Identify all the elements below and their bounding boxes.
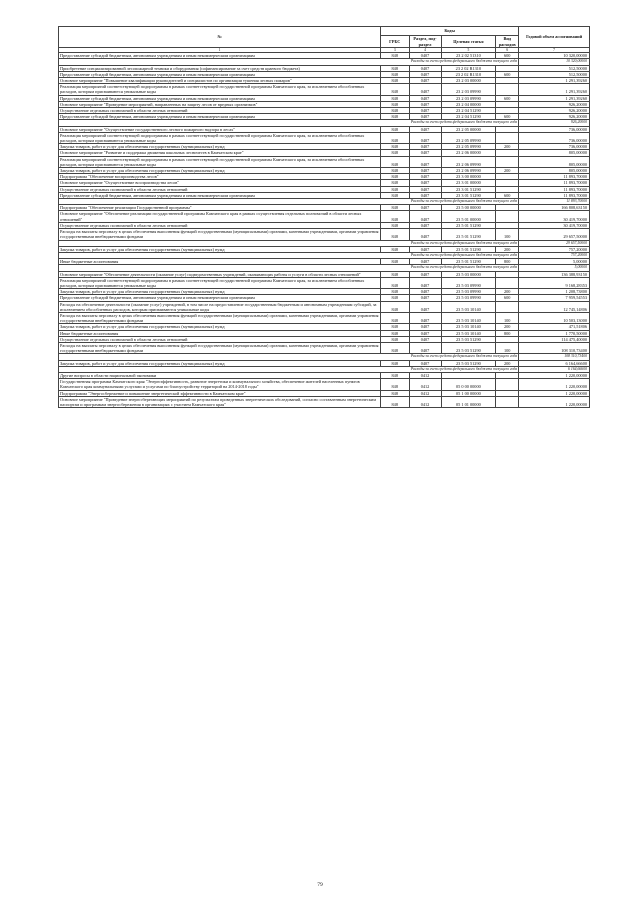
table-row bbox=[59, 301, 590, 312]
cell-section: 0407 bbox=[409, 144, 441, 150]
cell-target: 23 2 02 51310 bbox=[441, 53, 496, 59]
cell-section: 0407 bbox=[409, 65, 441, 71]
cell-exp-type: 200 bbox=[496, 289, 519, 295]
note-text: Расходы за счет средств федерального бюджета текущего года bbox=[59, 120, 519, 126]
index-cell: 1 bbox=[59, 48, 381, 53]
cell-name: Закупка товаров, работ и услуг для обеспечения государственных (муниципальных) нужд bbox=[59, 324, 381, 330]
header-sum: Годовой объем ассигнований bbox=[519, 27, 590, 48]
cell-grbs: 848 bbox=[381, 126, 410, 132]
cell-name: Приобретение специализированной лесопожарной техники и оборудования (софинансирование за счет средств краевого бюджета) bbox=[59, 65, 381, 71]
cell-name: Реализация мероприятий соответствующей подпрограммы в рамках соответствующей государственной программы Камчатского края, за исключением обособленных расходов, которым присваиваются уникальные коды bbox=[59, 84, 381, 95]
cell-grbs: 848 bbox=[381, 271, 410, 277]
header-grbs: ГРБС bbox=[381, 36, 410, 48]
cell-section: 0407 bbox=[409, 324, 441, 330]
cell-target: 23 5 03 10140 bbox=[441, 324, 496, 330]
table-row bbox=[59, 342, 590, 353]
cell-target: 23 5 01 51290 bbox=[441, 229, 496, 240]
table-row bbox=[59, 156, 590, 167]
cell-target: 23 5 01 00000 bbox=[441, 211, 496, 222]
budget-table-page bbox=[58, 26, 590, 408]
cell-exp-type: 600 bbox=[496, 95, 519, 101]
table-row bbox=[59, 211, 590, 222]
cell-target: 23 3 01 00000 bbox=[441, 180, 496, 186]
cell-section: 0407 bbox=[409, 295, 441, 301]
cell-exp-type: 200 bbox=[496, 168, 519, 174]
cell-grbs: 848 bbox=[381, 84, 410, 95]
cell-grbs: 848 bbox=[381, 289, 410, 295]
cell-name: Закупка товаров, работ и услуг для обеспечения государственных (муниципальных) нужд bbox=[59, 168, 381, 174]
table-body bbox=[59, 53, 590, 408]
cell-target: 23 5 00 00000 bbox=[441, 205, 496, 211]
cell-sum: 805,00000 bbox=[519, 168, 590, 174]
cell-section: 0407 bbox=[409, 156, 441, 167]
cell-grbs: 848 bbox=[381, 222, 410, 228]
cell-section: 0407 bbox=[409, 205, 441, 211]
index-cell: 7 bbox=[519, 48, 590, 53]
cell-sum: 30 419,70000 bbox=[519, 211, 590, 222]
cell-sum: 11 893,70000 bbox=[519, 186, 590, 192]
cell-grbs: 848 bbox=[381, 174, 410, 180]
cell-sum: 926,20000 bbox=[519, 108, 590, 114]
cell-section: 0407 bbox=[409, 84, 441, 95]
note-sum: 757,20000 bbox=[519, 252, 590, 258]
cell-name: Предоставление субсидий бюджетным, автономным учреждениям и иным некоммерческим организациям bbox=[59, 71, 381, 77]
cell-sum: 30 419,70000 bbox=[519, 222, 590, 228]
cell-sum: 136 388,93150 bbox=[519, 271, 590, 277]
cell-grbs: 848 bbox=[381, 65, 410, 71]
cell-name: Осуществление отдельных полномочий в области лесных отношений bbox=[59, 336, 381, 342]
cell-target: 23 5 03 09990 bbox=[441, 277, 496, 288]
cell-sum: 11 893,70000 bbox=[519, 180, 590, 186]
cell-target: 23 5 03 51290 bbox=[441, 360, 496, 366]
cell-grbs: 848 bbox=[381, 336, 410, 342]
cell-name: Основное мероприятие "Развитие и поддержка движения школьных лесничеств в Камчатском крае" bbox=[59, 150, 381, 156]
cell-exp-type: 100 bbox=[496, 312, 519, 323]
cell-section: 0407 bbox=[409, 108, 441, 114]
cell-target: 05 1 00 00000 bbox=[441, 390, 496, 396]
cell-sum: 1 208,73800 bbox=[519, 289, 590, 295]
cell-grbs: 848 bbox=[381, 101, 410, 107]
cell-name: Другие вопросы в области национальной экономики bbox=[59, 372, 381, 378]
cell-exp-type: 600 bbox=[496, 53, 519, 59]
cell-name: Предоставление субсидий бюджетным, автономным учреждениям и иным некоммерческим организациям bbox=[59, 192, 381, 198]
cell-name: Закупка товаров, работ и услуг для обеспечения государственных (муниципальных) нужд bbox=[59, 246, 381, 252]
table-row bbox=[59, 84, 590, 95]
cell-target: 23 5 03 51290 bbox=[441, 336, 496, 342]
cell-section: 0407 bbox=[409, 180, 441, 186]
table-header bbox=[59, 27, 590, 53]
cell-name: Основное мероприятие "Проведение энергосберегающих мероприятий по результатам проведенных энергетических обследований, согласно составленным энергетическим паспортам и программам энергосбережения в организациях с участием Камчатского края" bbox=[59, 396, 381, 407]
cell-sum: 1 220,00000 bbox=[519, 379, 590, 390]
note-text: Расходы за счет средств федерального бюджета текущего года bbox=[59, 252, 519, 258]
cell-section: 0407 bbox=[409, 360, 441, 366]
cell-sum: 805,00000 bbox=[519, 150, 590, 156]
cell-sum: 166 808,63150 bbox=[519, 205, 590, 211]
cell-exp-type bbox=[496, 132, 519, 143]
cell-grbs: 848 bbox=[381, 259, 410, 265]
cell-grbs: 848 bbox=[381, 277, 410, 288]
cell-grbs: 848 bbox=[381, 372, 410, 378]
note-text: Расходы за счет средств федерального бюджета текущего года bbox=[59, 366, 519, 372]
index-cell: 5 bbox=[441, 48, 496, 53]
cell-grbs: 848 bbox=[381, 192, 410, 198]
cell-section: 0407 bbox=[409, 312, 441, 323]
cell-section: 0412 bbox=[409, 372, 441, 378]
cell-sum: 805,00000 bbox=[519, 156, 590, 167]
cell-grbs: 848 bbox=[381, 229, 410, 240]
cell-section: 0407 bbox=[409, 174, 441, 180]
cell-sum: 10 320,00000 bbox=[519, 53, 590, 59]
header-section: Раздел, под-раздел bbox=[409, 36, 441, 48]
cell-sum: 471,51806 bbox=[519, 324, 590, 330]
header-codes: Коды bbox=[381, 27, 519, 36]
cell-target: 23 2 04 00000 bbox=[441, 101, 496, 107]
cell-grbs: 848 bbox=[381, 379, 410, 390]
cell-grbs: 848 bbox=[381, 53, 410, 59]
cell-grbs: 848 bbox=[381, 132, 410, 143]
cell-exp-type: 600 bbox=[496, 114, 519, 120]
cell-name: Осуществление отдельных полномочий в области лесных отношений bbox=[59, 222, 381, 228]
cell-sum: 108 310,73400 bbox=[519, 342, 590, 353]
cell-name: Расходы на выплаты персоналу в целях обеспечения выполнения функций государственными (муниципальными) органами, казенными учреждениями, органами управления государственными внебюджетными фондами bbox=[59, 342, 381, 353]
cell-name: Расходы на выплаты персоналу в целях обеспечения выполнения функций государственными (муниципальными) органами, казенными учреждениями, органами управления государственными внебюджетными фондами bbox=[59, 312, 381, 323]
cell-exp-type: 100 bbox=[496, 342, 519, 353]
table-row bbox=[59, 312, 590, 323]
cell-exp-type bbox=[496, 156, 519, 167]
header-target: Целевая статья bbox=[441, 36, 496, 48]
cell-grbs: 848 bbox=[381, 156, 410, 167]
cell-target: 23 5 03 10140 bbox=[441, 301, 496, 312]
cell-section: 0407 bbox=[409, 259, 441, 265]
cell-section: 0407 bbox=[409, 192, 441, 198]
cell-target: 23 2 05 00000 bbox=[441, 126, 496, 132]
cell-grbs: 848 bbox=[381, 360, 410, 366]
cell-target: 23 2 06 09990 bbox=[441, 168, 496, 174]
cell-target: 05 0 00 00000 bbox=[441, 379, 496, 390]
cell-name: Предоставление субсидий бюджетным, автономным учреждениям и иным некоммерческим организациям bbox=[59, 53, 381, 59]
cell-section: 0407 bbox=[409, 114, 441, 120]
index-cell: 6 bbox=[496, 48, 519, 53]
cell-sum: 1 291,39260 bbox=[519, 95, 590, 101]
cell-exp-type bbox=[496, 301, 519, 312]
cell-name: Основное мероприятие "Проведение мероприятий, направленных на защиту лесов от вредных организмов" bbox=[59, 101, 381, 107]
index-cell: 3 bbox=[381, 48, 410, 53]
cell-grbs: 848 bbox=[381, 205, 410, 211]
cell-section: 0407 bbox=[409, 150, 441, 156]
table-row bbox=[59, 132, 590, 143]
cell-name: Осуществление отдельных полномочий в области лесных отношений bbox=[59, 186, 381, 192]
cell-sum: 5,00000 bbox=[519, 259, 590, 265]
cell-grbs: 848 bbox=[381, 312, 410, 323]
cell-target: 23 2 03 09990 bbox=[441, 84, 496, 95]
note-sum: 29 657,50000 bbox=[519, 240, 590, 246]
cell-sum: 11 893,70000 bbox=[519, 192, 590, 198]
cell-target: 23 2 06 00000 bbox=[441, 150, 496, 156]
cell-section: 0412 bbox=[409, 379, 441, 390]
cell-grbs: 848 bbox=[381, 78, 410, 84]
cell-grbs: 848 bbox=[381, 295, 410, 301]
cell-grbs: 848 bbox=[381, 150, 410, 156]
cell-section: 0407 bbox=[409, 222, 441, 228]
cell-sum: 1 220,00000 bbox=[519, 372, 590, 378]
cell-sum: 736,00000 bbox=[519, 144, 590, 150]
cell-grbs: 848 bbox=[381, 211, 410, 222]
header-number: № bbox=[59, 27, 381, 48]
cell-section: 0407 bbox=[409, 132, 441, 143]
cell-name: Реализация мероприятий соответствующей подпрограммы в рамках соответствующей государственной программы Камчатского края, за исключением обособленных расходов, которым присваиваются уникальные коды bbox=[59, 277, 381, 288]
cell-sum: 1 770,50000 bbox=[519, 330, 590, 336]
note-sum: 6 164,66600 bbox=[519, 366, 590, 372]
cell-sum: 6 164,66600 bbox=[519, 360, 590, 366]
cell-sum: 926,20000 bbox=[519, 114, 590, 120]
cell-name: Государственная программа Камчатского края "Энергоэффективность, развитие энергетики и коммунального хозяйства, обеспечение жителей населенных пунктов Камчатского края коммунальными услугами и услугами по благоустройству территорий на 2014-2018 годы" bbox=[59, 379, 381, 390]
cell-section: 0407 bbox=[409, 168, 441, 174]
cell-grbs: 848 bbox=[381, 180, 410, 186]
table-row bbox=[59, 379, 590, 390]
cell-section: 0407 bbox=[409, 277, 441, 288]
cell-target: 23 2 06 09990 bbox=[441, 156, 496, 167]
cell-exp-type: 200 bbox=[496, 144, 519, 150]
cell-sum: 1 291,39260 bbox=[519, 84, 590, 95]
note-text: Расходы за счет средств федерального бюджета текущего года bbox=[59, 354, 519, 360]
cell-name: Предоставление субсидий бюджетным, автономным учреждениям и иным некоммерческим организациям bbox=[59, 295, 381, 301]
cell-exp-type bbox=[496, 84, 519, 95]
cell-exp-type: 200 bbox=[496, 360, 519, 366]
cell-grbs: 848 bbox=[381, 246, 410, 252]
cell-name: Расходы на обеспечение деятельности (оказание услуг) учреждений, в том числе на предоставление государственным бюджетным и автономным учреждениям субсидий, за исключением обособленных расходов, которым присваиваются уникальные коды bbox=[59, 301, 381, 312]
table-row bbox=[59, 229, 590, 240]
cell-section: 0407 bbox=[409, 186, 441, 192]
cell-section: 0407 bbox=[409, 71, 441, 77]
cell-grbs: 848 bbox=[381, 95, 410, 101]
cell-target: 23 2 02 R1310 bbox=[441, 65, 496, 71]
cell-target: 23 2 04 51290 bbox=[441, 114, 496, 120]
cell-grbs: 848 bbox=[381, 390, 410, 396]
cell-name: Основное мероприятие "Осуществление государственного лесного пожарного надзора в лесах" bbox=[59, 126, 381, 132]
cell-exp-type bbox=[496, 277, 519, 288]
cell-sum: 1 220,00000 bbox=[519, 390, 590, 396]
note-text: Расходы за счет средств федерального бюджета текущего года bbox=[59, 265, 519, 271]
header-exp-type: Вид расходов bbox=[496, 36, 519, 48]
cell-grbs: 848 bbox=[381, 342, 410, 353]
cell-section: 0407 bbox=[409, 78, 441, 84]
cell-target: 23 2 05 09990 bbox=[441, 132, 496, 143]
cell-name: Основное мероприятие "Обеспечение реализации государственной программы Камчатского края в рамках осуществления отдельных полномочий в области лесных отношений" bbox=[59, 211, 381, 222]
cell-sum: 29 657,50000 bbox=[519, 229, 590, 240]
cell-target: 23 5 03 51290 bbox=[441, 342, 496, 353]
cell-name: Подпрограмма "Обеспечение воспроизводства лесов" bbox=[59, 174, 381, 180]
index-cell: 4 bbox=[409, 48, 441, 53]
cell-target: 23 5 01 51290 bbox=[441, 259, 496, 265]
budget-table bbox=[58, 26, 590, 408]
cell-target: 23 2 05 09990 bbox=[441, 144, 496, 150]
cell-target: 23 5 03 10140 bbox=[441, 330, 496, 336]
note-text: Расходы за счет средств федерального бюджета текущего года bbox=[59, 59, 519, 65]
cell-section: 0407 bbox=[409, 53, 441, 59]
cell-name: Подпрограмма "Обеспечение реализации Государственной программы" bbox=[59, 205, 381, 211]
cell-target: 23 5 03 10140 bbox=[441, 312, 496, 323]
cell-grbs: 848 bbox=[381, 396, 410, 407]
cell-grbs: 848 bbox=[381, 330, 410, 336]
cell-section: 0407 bbox=[409, 271, 441, 277]
cell-sum: 512,50000 bbox=[519, 71, 590, 77]
cell-sum: 926,20000 bbox=[519, 101, 590, 107]
note-sum: 5,00000 bbox=[519, 265, 590, 271]
cell-exp-type: 800 bbox=[496, 330, 519, 336]
cell-name: Закупка товаров, работ и услуг для обеспечения государственных (муниципальных) нужд bbox=[59, 144, 381, 150]
note-sum: 108 310,73400 bbox=[519, 354, 590, 360]
cell-name: Реализация мероприятий соответствующей подпрограммы в рамках соответствующей государственной программы Камчатского края, за исключением обособленных расходов, которым присваиваются уникальные коды bbox=[59, 132, 381, 143]
cell-grbs: 848 bbox=[381, 186, 410, 192]
cell-name: Иные бюджетные ассигнования bbox=[59, 330, 381, 336]
cell-name: Основное мероприятие "Обеспечение деятельности (оказание услуг) подведомственных учреждений, оказывающих работы и услуги в области лесных отношений" bbox=[59, 271, 381, 277]
cell-section: 0407 bbox=[409, 330, 441, 336]
cell-name: Предоставление субсидий бюджетным, автономным учреждениям и иным некоммерческим организациям bbox=[59, 95, 381, 101]
cell-sum: 757,20000 bbox=[519, 246, 590, 252]
cell-target: 23 5 01 51290 bbox=[441, 246, 496, 252]
cell-sum: 10 503,13000 bbox=[519, 312, 590, 323]
cell-name: Основное мероприятие "Повышение квалификации руководителей и специалистов по организации тушения лесных пожаров" bbox=[59, 78, 381, 84]
cell-grbs: 848 bbox=[381, 168, 410, 174]
cell-grbs: 848 bbox=[381, 324, 410, 330]
cell-name: Осуществление отдельных полномочий в области лесных отношений bbox=[59, 108, 381, 114]
note-sum: 10 320,00000 bbox=[519, 59, 590, 65]
note-text: Расходы за счет средств федерального бюджета текущего года bbox=[59, 240, 519, 246]
cell-sum: 7 959,54553 bbox=[519, 295, 590, 301]
cell-grbs: 848 bbox=[381, 114, 410, 120]
cell-sum: 12 745,14806 bbox=[519, 301, 590, 312]
cell-exp-type: 600 bbox=[496, 295, 519, 301]
cell-section: 0407 bbox=[409, 246, 441, 252]
cell-sum: 9 168,28353 bbox=[519, 277, 590, 288]
cell-target: 23 3 01 51290 bbox=[441, 186, 496, 192]
cell-target: 23 5 03 09990 bbox=[441, 295, 496, 301]
cell-sum: 114 475,40000 bbox=[519, 336, 590, 342]
cell-target: 23 5 03 09990 bbox=[441, 289, 496, 295]
cell-name: Подпрограмма "Энергосбережение и повышение энергетической эффективности в Камчатском крае" bbox=[59, 390, 381, 396]
cell-name: Реализация мероприятий соответствующей подпрограммы в рамках соответствующей государственной программы Камчатского края, за исключением обособленных расходов, которым присваиваются уникальные коды bbox=[59, 156, 381, 167]
cell-exp-type: 600 bbox=[496, 192, 519, 198]
table-row bbox=[59, 396, 590, 407]
cell-exp-type: 100 bbox=[496, 229, 519, 240]
cell-sum: 736,00000 bbox=[519, 126, 590, 132]
cell-section: 0407 bbox=[409, 342, 441, 353]
cell-section: 0412 bbox=[409, 390, 441, 396]
cell-name: Основное мероприятие "Осуществление воспроизводства лесов" bbox=[59, 180, 381, 186]
cell-section: 0407 bbox=[409, 301, 441, 312]
note-text: Расходы за счет средств федерального бюджета текущего года bbox=[59, 199, 519, 205]
cell-target: 23 3 00 00000 bbox=[441, 174, 496, 180]
cell-sum: 512,50000 bbox=[519, 65, 590, 71]
page-number: 79 bbox=[317, 882, 323, 888]
cell-section: 0412 bbox=[409, 396, 441, 407]
cell-target: 23 2 03 00000 bbox=[441, 78, 496, 84]
cell-sum: 11 893,70000 bbox=[519, 174, 590, 180]
cell-target: 23 2 02 R1310 bbox=[441, 71, 496, 77]
cell-name: Иные бюджетные ассигнования bbox=[59, 259, 381, 265]
cell-section: 0407 bbox=[409, 211, 441, 222]
cell-grbs: 848 bbox=[381, 144, 410, 150]
cell-exp-type bbox=[496, 211, 519, 222]
cell-sum: 736,00000 bbox=[519, 132, 590, 143]
note-sum: 926,20000 bbox=[519, 120, 590, 126]
cell-section: 0407 bbox=[409, 229, 441, 240]
cell-exp-type: 600 bbox=[496, 71, 519, 77]
cell-name: Закупка товаров, работ и услуг для обеспечения государственных (муниципальных) нужд bbox=[59, 360, 381, 366]
cell-section: 0407 bbox=[409, 289, 441, 295]
cell-name: Расходы на выплаты персоналу в целях обеспечения выполнения функций государственными (муниципальными) органами, казенными учреждениями, органами управления государственными внебюджетными фондами bbox=[59, 229, 381, 240]
cell-section: 0407 bbox=[409, 126, 441, 132]
cell-grbs: 848 bbox=[381, 71, 410, 77]
cell-exp-type: 200 bbox=[496, 324, 519, 330]
note-sum: 11 893,70000 bbox=[519, 199, 590, 205]
cell-exp-type: 800 bbox=[496, 259, 519, 265]
cell-target: 05 1 01 00000 bbox=[441, 396, 496, 407]
cell-name: Закупка товаров, работ и услуг для обеспечения государственных (муниципальных) нужд bbox=[59, 289, 381, 295]
cell-name: Предоставление субсидий бюджетным, автономным учреждениям и иным некоммерческим организациям bbox=[59, 114, 381, 120]
table-row bbox=[59, 277, 590, 288]
cell-target: 23 3 01 51290 bbox=[441, 192, 496, 198]
cell-target: 23 5 01 51290 bbox=[441, 222, 496, 228]
cell-section: 0407 bbox=[409, 101, 441, 107]
cell-grbs: 848 bbox=[381, 108, 410, 114]
cell-sum: 1 220,00000 bbox=[519, 396, 590, 407]
cell-sum: 1 291,39260 bbox=[519, 78, 590, 84]
cell-grbs: 848 bbox=[381, 301, 410, 312]
cell-exp-type bbox=[496, 396, 519, 407]
cell-target: 23 2 04 51290 bbox=[441, 108, 496, 114]
cell-section: 0407 bbox=[409, 95, 441, 101]
cell-target: 23 2 03 09990 bbox=[441, 95, 496, 101]
cell-exp-type: 200 bbox=[496, 246, 519, 252]
cell-target: 23 5 03 00000 bbox=[441, 271, 496, 277]
cell-section: 0407 bbox=[409, 336, 441, 342]
cell-exp-type bbox=[496, 379, 519, 390]
